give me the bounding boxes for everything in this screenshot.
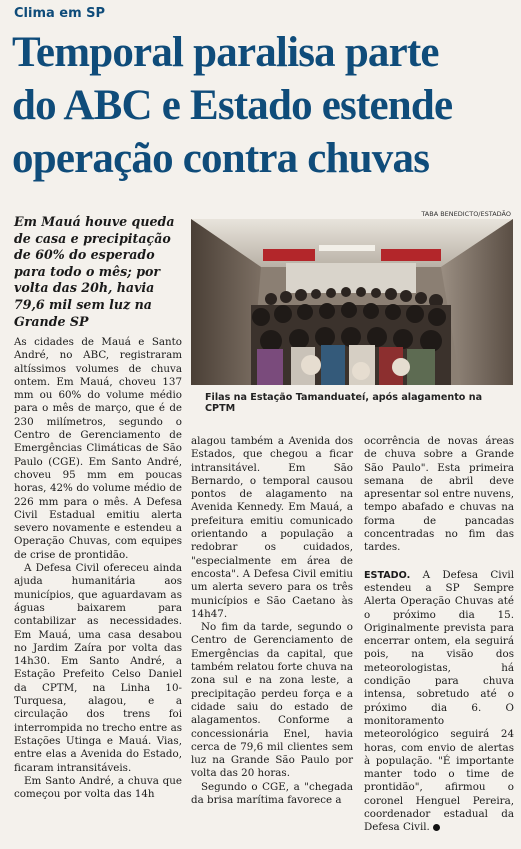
body-paragraph: As cidades de Mauá e Santo André, no ABC, registraram altíssimos volumes de chuva ontem. Em Mauá, choveu 137 mm ou 60% do volume médio para o mês de março, que é de 230 milímetros, segundo o Centro de Gerenciamento de Emergências Climáticas de São Paulo (CGE). Em Santo André, choveu 95 mm em poucas horas, 42% do volume médio de 226 mm para o mês. A Defesa Civil Estadual emitiu alerta severo novamente e estendeu a Operação Chuvas, com equipes de crise de prontidão. [14,336,182,561]
section-tag: Clima em SP [14,6,106,21]
headline [12,26,512,185]
headline-line-2: do ABC e Estado estende [12,82,453,129]
body-paragraph: A Defesa Civil ofereceu ainda ajuda humanitária aos municípios, que aguardavam as águas baixarem para contabilizar as necessidades. Em Mauá, uma casa desabou no Jardim Zaíra por volta das 14h30. Em Santo André, a Estação Prefeito Celso Daniel da CPTM, na Linha 10-Turquesa, alagou, e a circulação dos trens foi interrompida no trecho entre as Estações Utinga e Mauá. Vias, entre elas a Avenida do Estado, ficaram intransitáveis. [14,562,182,774]
body-column-2 [191,435,353,807]
body-paragraph: Em Santo André, a chuva que começou por volta das 14h [14,774,182,801]
end-mark-icon [433,824,440,831]
body-paragraph: Segundo o CGE, a "chegada da brisa marítima favorece a [191,780,353,807]
body-paragraph [364,569,514,835]
news-photo [191,219,513,385]
headline-line-3: operação contra chuvas [12,135,430,182]
body-paragraph: ocorrência de novas áreas de chuva sobre a Grande São Paulo". Esta primeira semana de abril deve apresentar sol entre nuvens, tempo abafado e chuvas na forma de pancadas concentradas no fim das tardes. [364,435,514,554]
photo-caption: Filas na Estação Tamanduateí, após alagamento na CPTM [205,392,483,414]
photo-credit: TABA BENEDICTO/ESTADÃO [421,210,511,218]
section-kicker: ESTADO. [364,569,411,581]
headline-line-1: Temporal paralisa parte [12,29,439,76]
body-paragraph: No fim da tarde, segundo o Centro de Gerenciamento de Emergências da capital, que também relatou forte chuva na zona sul e na zona leste, a precipitação perdeu força e a cidade saiu do estado de alagamentos. Conforme a concessionária Enel, havia cerca de 79,6 mil clientes sem luz na Grande São Paulo por volta das 20 horas. [191,621,353,780]
body-column-1 [14,336,182,801]
body-column-3 [364,435,514,835]
body-text: A Defesa Civil estendeu a SP Sempre Alerta Operação Chuvas até o próximo dia 15. Originalmente prevista para encerrar ontem, ela seguirá pois, na visão dos meteorologistas, há condição para chuva intensa, sobretudo até o próximo dia 6. O monitoramento meteorológico seguirá 24 horas, com envio de alertas à população. "É importante manter todo o time de prontidão", afirmou o coronel Henguel Pereira, coordenador estadual da Defesa Civil. [364,568,514,834]
lead-paragraph: Em Mauá houve queda de casa e precipitação de 60% do esperado para todo o mês; por volta das 20h, havia 79,6 mil sem luz na Grande SP [14,214,175,329]
station-crowd-image [191,219,513,385]
body-paragraph: alagou também a Avenida dos Estados, que chegou a ficar intransitável. Em São Bernardo, o temporal causou pontos de alagamento na Avenida Kennedy. Em Mauá, a prefeitura emitiu comunicado orientando a população a redobrar os cuidados, "especialmente em área de encosta". A Defesa Civil emitiu um alerta severo para os três municípios e São Caetano às 14h47. [191,435,353,620]
